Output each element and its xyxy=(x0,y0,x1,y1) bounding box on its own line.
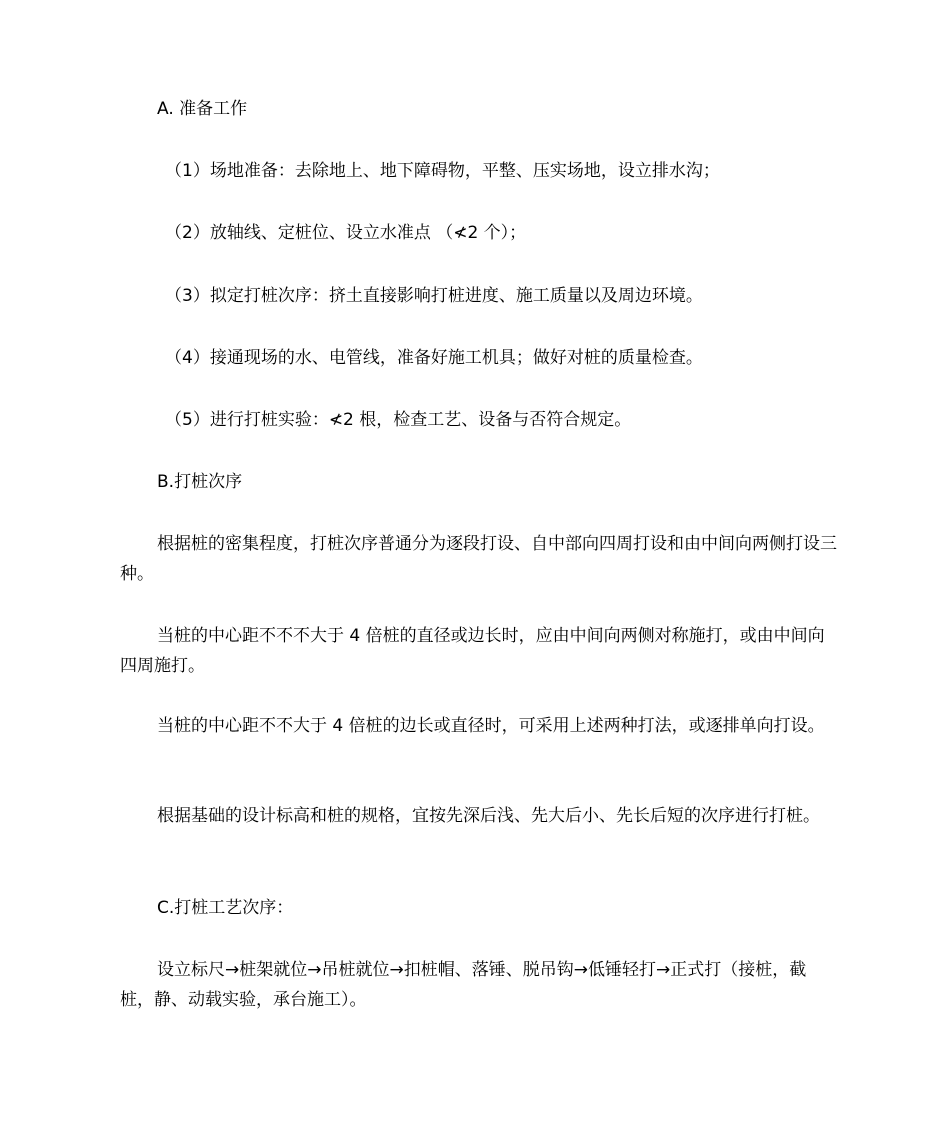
section-a-item-5: （5）进行打桩实验：≮2 根，检查工艺、设备与否符合规定。 xyxy=(165,410,632,430)
section-b-title: B.打桩次序 xyxy=(157,472,243,492)
section-a-item-2: （2）放轴线、定桩位、设立水准点 （≮2 个）； xyxy=(165,223,527,243)
section-b-paragraph-1: 根据桩的密集程度，打桩次序普通分为逐段打设、自中部向四周打设和由中间向两侧打设三种。 xyxy=(120,534,837,584)
section-a-title: A. 准备工作 xyxy=(157,99,248,119)
section-a-item-3: （3）拟定打桩次序：挤土直接影响打桩进度、施工质量以及周边环境。 xyxy=(165,286,703,306)
section-b-paragraph-3: 当桩的中心距不不大于 4 倍桩的边长或直径时，可采用上述两种打法，或逐排单向打设。 xyxy=(157,716,825,736)
section-c-title: C.打桩工艺次序： xyxy=(157,898,294,918)
section-a-item-4: （4）接通现场的水、电管线，准备好施工机具；做好对桩的质量检查。 xyxy=(165,348,703,368)
section-b-paragraph-4: 根据基础的设计标高和桩的规格，宜按先深后浅、先大后小、先长后短的次序进行打桩。 xyxy=(157,806,820,826)
section-b-paragraph-2: 当桩的中心距不不不大于 4 倍桩的直径或边长时，应由中间向两侧对称施打，或由中间向四周施打。 xyxy=(120,626,825,676)
section-c-paragraph-1: 设立标尺→桩架就位→吊桩就位→扣桩帽、落锤、脱吊钩→低锤轻打→正式打（接桩，截桩，静、动载实验，承台施工）。 xyxy=(120,960,807,1010)
section-a-item-1: （1）场地准备：去除地上、地下障碍物，平整、压实场地，设立排水沟； xyxy=(165,161,720,181)
